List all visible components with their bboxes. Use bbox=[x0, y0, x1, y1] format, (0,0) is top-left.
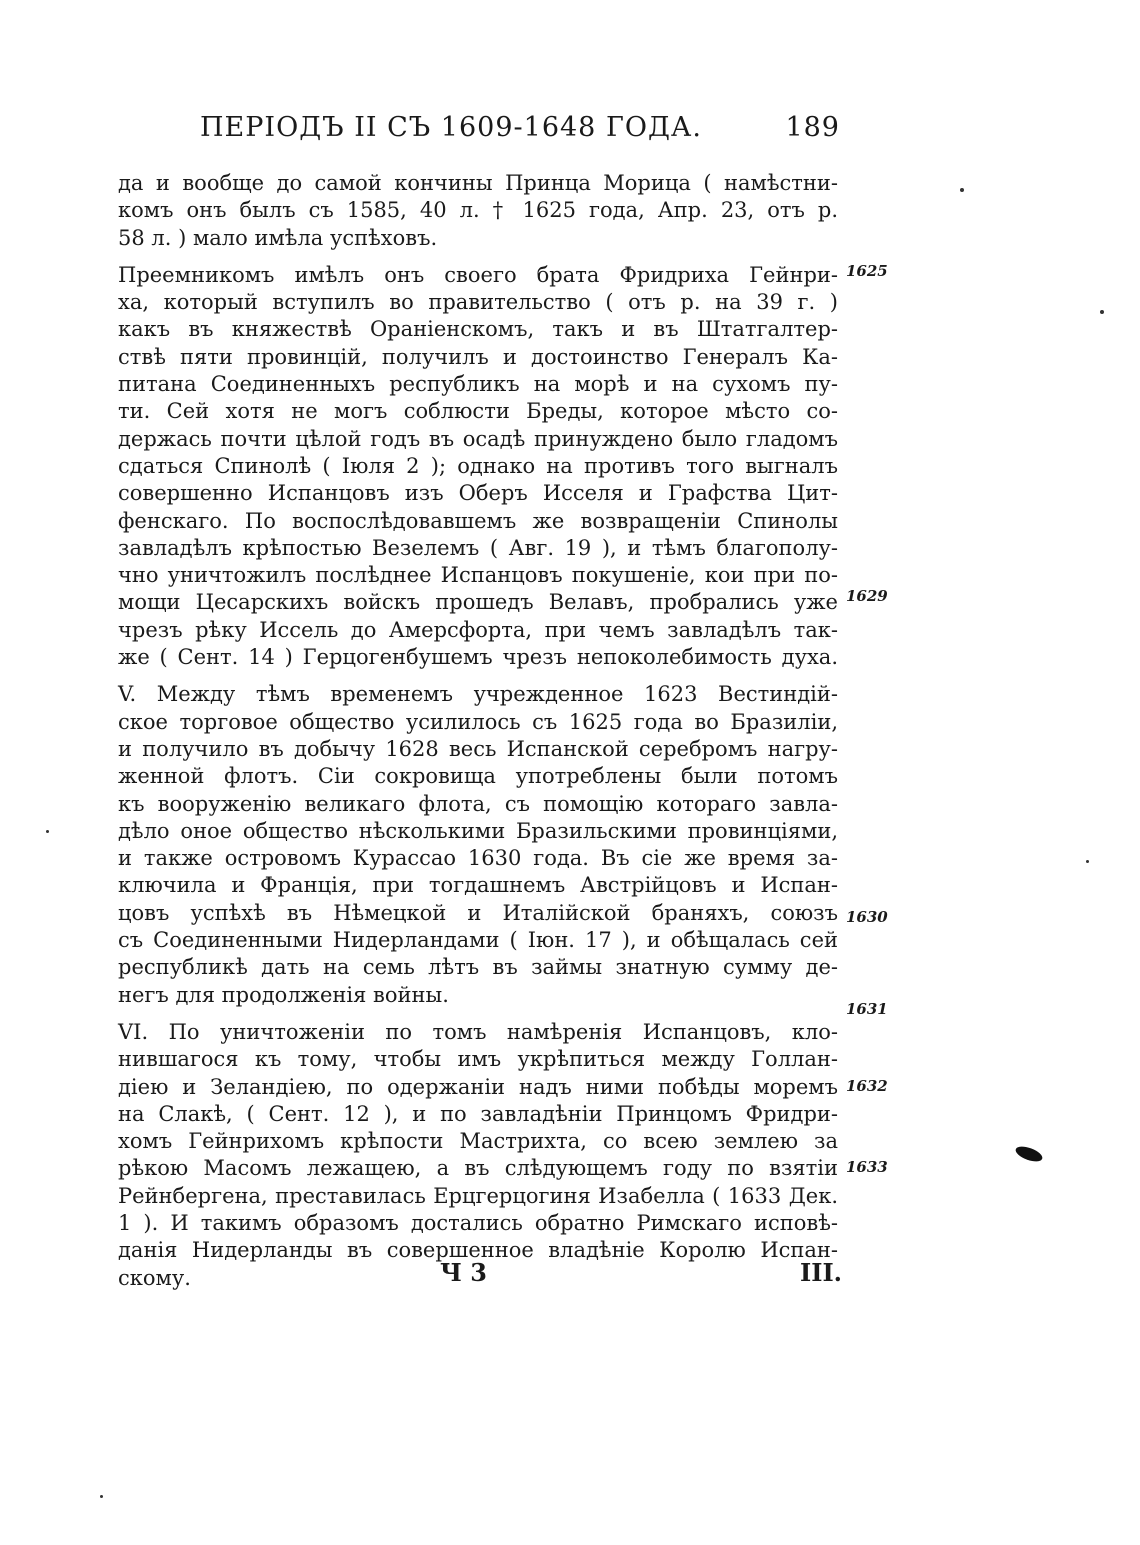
page-number: 189 bbox=[785, 112, 840, 143]
ink-speck bbox=[960, 188, 964, 192]
text-line: ха, который вступилъ во правительство ( отъ р. на 39 г. ) bbox=[118, 290, 838, 315]
text-line: сдаться Спинолѣ ( Iюля 2 ); однако на противъ того выгналъ bbox=[118, 453, 838, 478]
text-line: чрезъ рѣку Иссель до Амерсфорта, при чемъ завладѣлъ так- bbox=[118, 617, 838, 642]
text-line: дiею и Зеландiею, по одержанiи надъ ними побѣды моремъ bbox=[118, 1074, 838, 1099]
text-line: женной флотъ. Сiи сокровища употреблены были потомъ bbox=[118, 764, 838, 789]
text-line: и получило въ добычу 1628 весь Испанской серебромъ нагру- bbox=[118, 736, 838, 761]
signature-mark: Ч 3 bbox=[440, 1258, 487, 1287]
text-line: ти. Сей хотя не могъ соблюсти Бреды, которое мѣсто со- bbox=[118, 399, 838, 424]
text-line: дѣло оное общество нѣсколькими Бразильскими провинцiями, bbox=[118, 818, 838, 843]
text-line: чно уничтожилъ послѣднее Испанцовъ покушенiе, кои при по- bbox=[118, 563, 838, 588]
ink-blot bbox=[1014, 1144, 1044, 1165]
text-line: ское торговое общество усилилось съ 1625 года во Бразилiи, bbox=[118, 709, 838, 734]
text-line: Преемникомъ имѣлъ онъ своего брата Фридриха Гейнри- bbox=[118, 262, 838, 287]
text-line: питана Соединенныхъ республикъ на морѣ и на сухомъ пу- bbox=[118, 372, 838, 397]
running-title: ПЕРIОДЪ II СЪ 1609-1648 ГОДА. bbox=[200, 112, 702, 143]
text-line: рѣкою Масомъ лежащею, а въ слѣдующемъ году по взятiи bbox=[118, 1156, 838, 1181]
text-line: къ вооруженiю великаго флота, съ помощiю котораго завла- bbox=[118, 791, 838, 816]
text-line: цовъ успѣхѣ въ Нѣмецкой и Италiйской браняхъ, союзъ bbox=[118, 900, 838, 925]
margin-year: 1625 bbox=[846, 262, 888, 280]
text-line: же ( Сент. 14 ) Герцогенбушемъ чрезъ непоколебимость духа. bbox=[118, 645, 838, 670]
text-line: нившагося къ тому, чтобы имъ укрѣпиться между Голлан- bbox=[118, 1047, 838, 1072]
text-line: мощи Цесарскихъ войскъ прошедъ Велавъ, пробрались уже bbox=[118, 590, 838, 615]
text-line: комъ онъ былъ съ 1585, 40 л. † 1625 года, Апр. 23, отъ р. bbox=[118, 198, 838, 223]
text-line: на Слакѣ, ( Сент. 12 ), и по завладѣнiи Принцомъ Фридри- bbox=[118, 1101, 838, 1126]
text-line: республикѣ дать на семь лѣтъ въ займы знатную сумму де- bbox=[118, 955, 838, 980]
text-line: VI. По уничтоженiи по томъ намѣренiя Испанцовъ, кло- bbox=[118, 1019, 838, 1044]
text-line: ключила и Францiя, при тогдашнемъ Австрiйцовъ и Испан- bbox=[118, 873, 838, 898]
text-line: съ Соединенными Нидерландами ( Iюн. 17 ), и обѣщалась сей bbox=[118, 928, 838, 953]
body-text bbox=[118, 170, 838, 1292]
text-line: фенскаго. По воспослѣдовавшемъ же возвращенiи Спинолы bbox=[118, 508, 838, 533]
margin-year: 1629 bbox=[846, 587, 888, 605]
text-line: Рейнбергена, преставилась Ерцгерцогиня Изабелла ( 1633 Дек. bbox=[118, 1183, 838, 1208]
text-line: скому. bbox=[118, 1265, 191, 1290]
ink-speck bbox=[46, 830, 49, 833]
margin-year: 1630 bbox=[846, 908, 888, 926]
text-line: данiя Нидерланды въ совершенное владѣнiе Королю Испан- bbox=[118, 1238, 838, 1263]
catchword: III. bbox=[800, 1258, 843, 1287]
text-line: да и вообще до самой кончины Принца Морица ( намѣстни- bbox=[118, 171, 838, 195]
text-line: V. Между тѣмъ временемъ учрежденное 1623 Вестиндiй- bbox=[118, 682, 838, 707]
text-line: 1 ). И такимъ образомъ достались обратно Римскаго исповѣ- bbox=[118, 1210, 838, 1235]
text-line: хомъ Гейнрихомъ крѣпости Мастрихта, со всею землею за bbox=[118, 1129, 838, 1154]
ink-speck bbox=[1086, 860, 1089, 863]
running-header bbox=[200, 112, 840, 152]
margin-year: 1632 bbox=[846, 1077, 888, 1095]
text-line: 58 л. ) мало имѣла успѣховъ. bbox=[118, 225, 438, 250]
margin-year: 1631 bbox=[846, 1000, 888, 1018]
text-line: ствѣ пяти провинцiй, получилъ и достоинство Генералъ Ка- bbox=[118, 344, 838, 369]
text-line: завладѣлъ крѣпостью Везелемъ ( Авг. 19 ), и тѣмъ благополу- bbox=[118, 535, 838, 560]
ink-speck bbox=[100, 1495, 103, 1498]
margin-year: 1633 bbox=[846, 1158, 888, 1176]
text-line: совершенно Испанцовъ изъ Оберъ Исселя и Графства Цит- bbox=[118, 481, 838, 506]
text-line: держась почти цѣлой годъ въ осадѣ принуждено было гладомъ bbox=[118, 426, 838, 451]
ink-speck bbox=[1100, 310, 1104, 314]
text-line: негъ для продолженiя войны. bbox=[118, 982, 449, 1007]
text-line: какъ въ княжествѣ Оранiенскомъ, такъ и въ Штатгалтер- bbox=[118, 317, 838, 342]
text-line: и также островомъ Курассао 1630 года. Въ сiе же время за- bbox=[118, 846, 838, 871]
